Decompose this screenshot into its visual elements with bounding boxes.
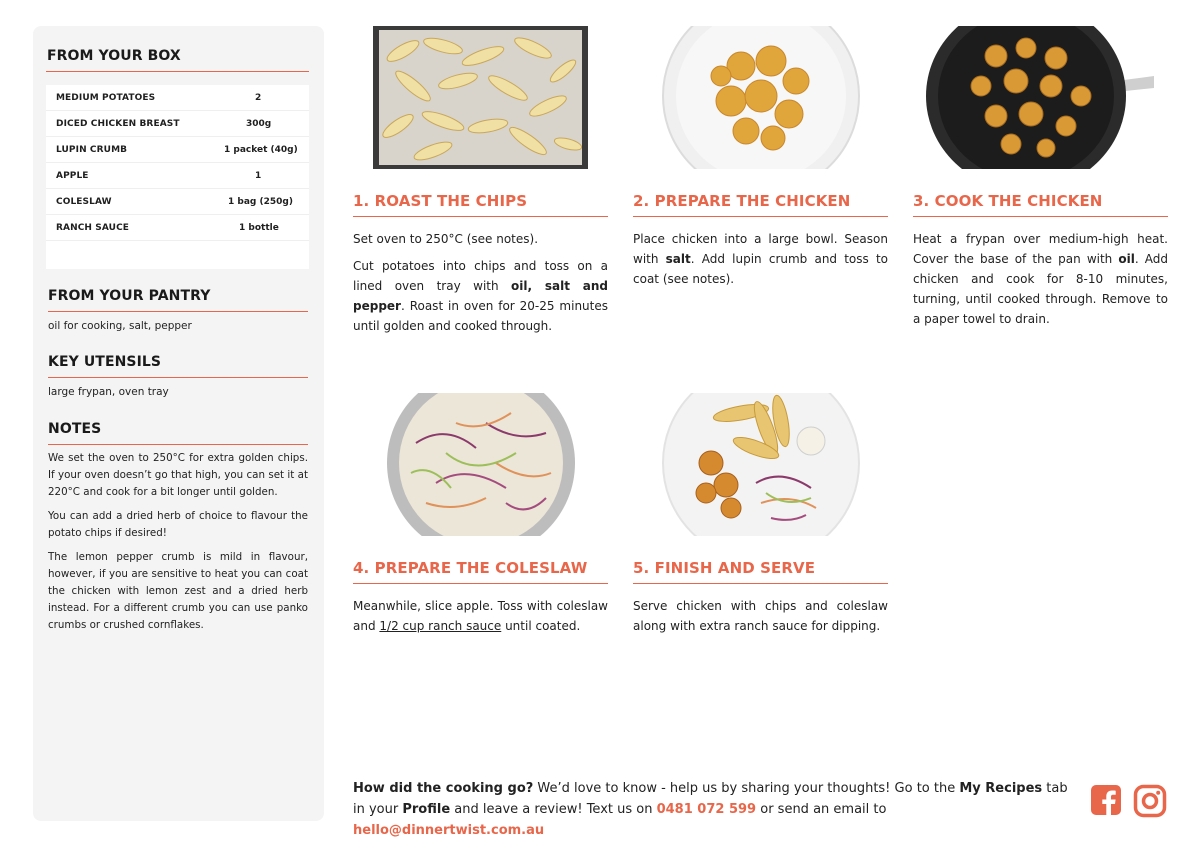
step-title: 4. PREPARE THE COLESLAW [353, 559, 588, 577]
ingredient-qty: 1 bag (250g) [228, 196, 293, 207]
frypan-chicken-photo [913, 26, 1168, 169]
step-3 [913, 26, 1168, 336]
step-2 [633, 26, 888, 296]
step-paragraph: Cut potatoes into chips and toss on a lined oven tray with oil, salt and pepper. Roast in oven for 20-25 minutes until golden and cooked through. [353, 259, 608, 333]
pantry-title: FROM YOUR PANTRY [48, 288, 211, 304]
step-5 [633, 393, 888, 643]
feedback-footer: How did the cooking go? We’d love to know - help us by sharing your thoughts! Go to the My Recipes tab in your Profile and leave a review! Text us on 0481 072 599 or send an email to hello@dinnertwist.com.au [353, 781, 1068, 838]
step-title: 2. PREPARE THE CHICKEN [633, 192, 851, 210]
step-paragraph: Meanwhile, slice apple. Toss with coleslaw and 1/2 cup ranch sauce until coated. [353, 599, 608, 633]
my-recipes-tab-ref: My Recipes [959, 781, 1043, 796]
ingredient-qty: 2 [255, 92, 262, 103]
divider [633, 583, 888, 584]
divider [46, 71, 309, 72]
ingredient-qty: 1 bottle [239, 222, 279, 233]
step-paragraph: Heat a frypan over medium-high heat. Cover the base of the pan with oil. Add chicken and cook for 8-10 minutes, turning, until cooked through. Remove to a paper towel to drain. [913, 232, 1168, 326]
divider [48, 377, 308, 378]
pantry-text: oil for cooking, salt, pepper [48, 320, 192, 332]
ingredients-table [46, 85, 309, 269]
step-1 [353, 26, 608, 343]
ingredient-name: COLESLAW [56, 196, 112, 207]
divider [353, 583, 608, 584]
divider [913, 216, 1168, 217]
feedback-question: How did the cooking go? [353, 781, 534, 796]
utensils-text: large frypan, oven tray [48, 386, 169, 398]
phone-number[interactable]: 0481 072 599 [656, 802, 757, 817]
step-text [353, 596, 608, 636]
divider [633, 216, 888, 217]
profile-ref: Profile [402, 802, 451, 817]
divider [353, 216, 608, 217]
step-text [633, 596, 888, 636]
note-paragraph: We set the oven to 250°C for extra golden chips. If your oven doesn’t go that high, you can set it at 220°C and cook for a bit longer until golden. [48, 452, 308, 498]
divider [48, 311, 308, 312]
step-paragraph: Place chicken into a large bowl. Season with salt. Add lupin crumb and toss to coat (see notes). [633, 232, 889, 286]
ingredient-name: APPLE [56, 170, 89, 181]
ingredient-row [46, 137, 309, 163]
notes-body [48, 450, 308, 641]
note-paragraph: The lemon pepper crumb is mild in flavour, however, if you are sensitive to heat you can coat the chicken with lemon zest and a dried herb instead. For a different crumb you can use panko crumbs or crushed cornflakes. [48, 551, 308, 631]
ingredient-row [46, 111, 309, 137]
step-title: 5. FINISH AND SERVE [633, 559, 816, 577]
step-text [913, 229, 1168, 329]
ingredient-row [46, 85, 309, 111]
pantry-highlight: salt [665, 252, 691, 266]
coleslaw-bowl-photo [353, 393, 608, 536]
step-title: 1. ROAST THE CHIPS [353, 192, 528, 210]
step-text [633, 229, 888, 289]
utensils-title: KEY UTENSILS [48, 354, 162, 370]
table-spacer [46, 241, 309, 269]
pantry-highlight: oil, salt and pepper [353, 279, 608, 313]
ingredient-qty: 300g [246, 118, 272, 129]
step-text [353, 229, 608, 336]
plated-meal-photo [633, 393, 888, 536]
email-link[interactable]: hello@dinnertwist.com.au [353, 823, 545, 838]
ingredient-name: DICED CHICKEN BREAST [56, 118, 180, 129]
pantry-highlight: oil [1118, 252, 1135, 266]
ingredient-row [46, 163, 309, 189]
roasted-chips-photo [353, 26, 608, 169]
divider [48, 444, 308, 445]
step-paragraph: Set oven to 250°C (see notes). [353, 232, 539, 246]
step-4 [353, 393, 608, 643]
notes-title: NOTES [48, 421, 102, 437]
ingredient-name: MEDIUM POTATOES [56, 92, 156, 103]
facebook-icon[interactable] [1090, 784, 1122, 820]
ranch-quantity-highlight: 1/2 cup ranch sauce [379, 619, 502, 633]
ingredient-name: RANCH SAUCE [56, 222, 130, 233]
ingredient-row [46, 215, 309, 241]
ingredient-qty: 1 [255, 170, 262, 181]
step-paragraph: Serve chicken with chips and coleslaw along with extra ranch sauce for dipping. [633, 599, 888, 633]
crumbed-chicken-bowl-photo [633, 26, 888, 169]
box-title: FROM YOUR BOX [47, 48, 181, 64]
note-paragraph: You can add a dried herb of choice to flavour the potato chips if desired! [48, 510, 308, 539]
ingredients-sidebar [33, 26, 324, 821]
ingredient-qty: 1 packet (40g) [224, 144, 298, 155]
ingredient-row [46, 189, 309, 215]
instagram-icon[interactable] [1133, 784, 1167, 822]
step-title: 3. COOK THE CHICKEN [913, 192, 1103, 210]
ingredient-name: LUPIN CRUMB [56, 144, 128, 155]
